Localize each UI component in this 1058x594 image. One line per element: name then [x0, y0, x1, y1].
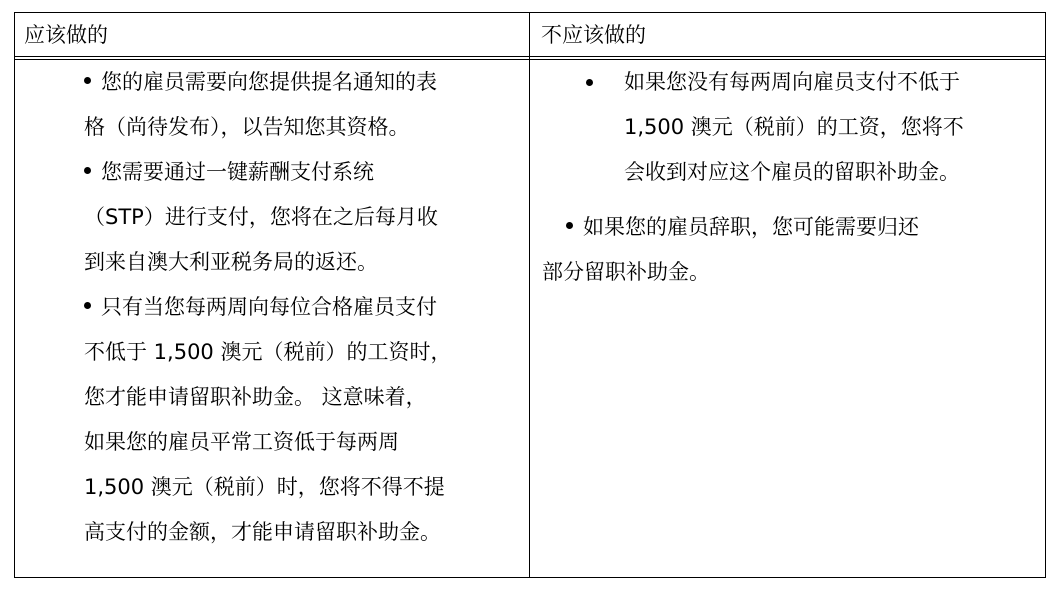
do-item-line: 您需要通过一键薪酬支付系统	[101, 160, 374, 184]
do-item-line: 您的雇员需要向您提供提名通知的表	[101, 70, 437, 94]
bullet-icon	[566, 222, 573, 229]
do-item-line: 您才能申请留职补助金。 这意味着，	[84, 385, 427, 409]
do-item	[84, 60, 520, 150]
dont-item-line: 会收到对应这个雇员的留职补助金。	[624, 160, 960, 184]
dont-item	[542, 205, 1018, 295]
dont-item-line: 如果您的雇员辞职，您可能需要归还	[583, 215, 919, 239]
do-item-line: 到来自澳大利亚税务局的返还。	[84, 250, 378, 274]
dont-item-line: 如果您没有每两周向雇员支付不低于	[624, 70, 960, 94]
do-item	[84, 285, 520, 555]
dont-column	[542, 60, 1036, 295]
do-item-line: 格（尚待发布），以告知您其资格。	[84, 115, 410, 139]
dont-item-line: 1,500 澳元（税前）的工资，您将不	[624, 115, 964, 139]
header-dont: 不应该做的	[541, 23, 646, 47]
do-item-line: 只有当您每两周向每位合格雇员支付	[101, 295, 437, 319]
do-column	[84, 60, 520, 555]
bullet-icon	[84, 302, 91, 309]
do-item-line: （STP）进行支付，您将在之后每月收	[84, 205, 438, 229]
do-item-line: 高支付的金额，才能申请留职补助金。	[84, 520, 441, 544]
header-divider	[14, 56, 1046, 57]
column-divider	[529, 12, 530, 578]
bullet-icon	[586, 79, 593, 86]
dont-item	[560, 60, 1036, 195]
bullet-icon	[84, 167, 91, 174]
dont-item-line: 部分留职补助金。	[542, 260, 710, 284]
bullet-icon	[84, 77, 91, 84]
header-do: 应该做的	[24, 23, 108, 47]
do-item-line: 如果您的雇员平常工资低于每两周	[84, 430, 399, 454]
do-item-line: 不低于 1,500 澳元（税前）的工资时，	[84, 340, 452, 364]
do-item-line: 1,500 澳元（税前）时，您将不得不提	[84, 475, 445, 499]
do-item	[84, 150, 520, 285]
